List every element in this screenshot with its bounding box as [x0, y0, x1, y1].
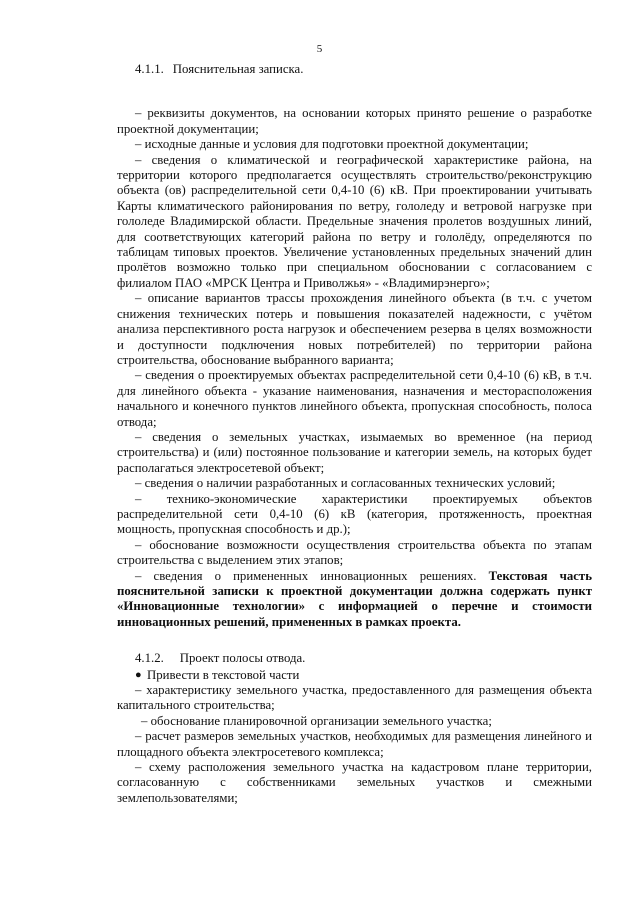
list-item: – сведения о наличии разработанных и согласованных технических условий;: [135, 476, 556, 491]
bullet-item: [135, 668, 592, 683]
list-item: – сведения о проектируемых объектах распределительной сети 0,4-10 (6) кВ, в т.ч. для линейного объекта - указание наименования, назначения и месторасположения начального и конечного пунктов линейного объекта, пропускная способность, полоса отвода;: [117, 368, 592, 429]
bullet-dot-icon: ●: [135, 668, 142, 681]
list-item-innovations: [117, 569, 592, 631]
list-item: – исходные данные и условия для подготовки проектной документации;: [135, 137, 529, 152]
list-item: – расчет размеров земельных участков, необходимых для размещения линейного и площадного объекта электросетевого комплекса;: [117, 729, 592, 759]
section-number: 4.1.2.: [135, 651, 164, 666]
list-item: – характеристику земельного участка, предоставленного для размещения объекта капитального строительства;: [117, 683, 592, 713]
section-heading-4-1-2: [135, 651, 592, 666]
list-item: – сведения о земельных участках, изымаемых во временное (на период строительства) и (или) постоянное пользование и категории земель, на которых будет располагаться электросетевой объект;: [117, 429, 592, 475]
page-number: 5: [316, 43, 323, 55]
list-item: – обоснование возможности осуществления строительства объекта по этапам строительства с выделением этих этапов;: [117, 537, 592, 568]
bullet-text: Привести в текстовой части: [147, 667, 300, 682]
list-item: – описание вариантов трассы прохождения линейного объекта (в т.ч. с учетом снижения технических потерь и повышения показателей надежности, с учётом анализа перспективного роста нагрузок и обеспечением резерва в целях возможности и доступности подключения новых потребителей) по территории района строительства, обоснование выбранного варианта;: [117, 291, 592, 367]
list-item: – технико-экономические характеристики проектируемых объектов распределительной сети 0,4-10 (6) кВ (категория, протяженность, проектная мощность, пропускная способность и др.);: [117, 491, 592, 537]
list-item: – обоснование планировочной организации земельного участка;: [141, 713, 492, 728]
bold-requirement: Текстовая часть пояснительной записки к проектной документации должна содержать пункт «Инновационные технологии» с информацией о перечне и стоимости инновационных решений, примененных в рамках проекта.: [117, 568, 592, 629]
section-number: 4.1.1.: [135, 62, 164, 76]
section-heading-4-1-1: [135, 62, 592, 77]
list-item: – схему расположения земельного участка на кадастровом плане территории, согласованную с собственниками земельных участков и смежными землепользователями;: [117, 760, 592, 805]
list-item-text: – сведения о примененных инновационных решениях.: [135, 568, 489, 583]
list-item: – сведения о климатической и географической характеристике района, на территории которого предполагается осуществлять строительство/реконструкцию объекта (ов) распределительной сети 0,4-10 (6) кВ. При проектировании учитывать Карты климатического районирования по ветру, гололеду и ветровой нагрузке при гололеде Владимирской области. Предельные значения пролетов воздушных линий, для соответствующих категорий района по ветру и гололёду, определяются по таблицам типовых проектов. Увеличение установленных предельных значений длин пролётов возможно только при специальном обосновании с согласованием с филиалом ПАО «МРСК Центра и Приволжья» - «Владимирэнерго»;: [117, 152, 592, 290]
section-title: Пояснительная записка.: [172, 62, 304, 76]
section-title: Проект полосы отвода.: [179, 651, 306, 666]
document-body: [117, 62, 592, 806]
list-item: – реквизиты документов, на основании которых принято решение о разработке проектной документации;: [117, 106, 592, 136]
